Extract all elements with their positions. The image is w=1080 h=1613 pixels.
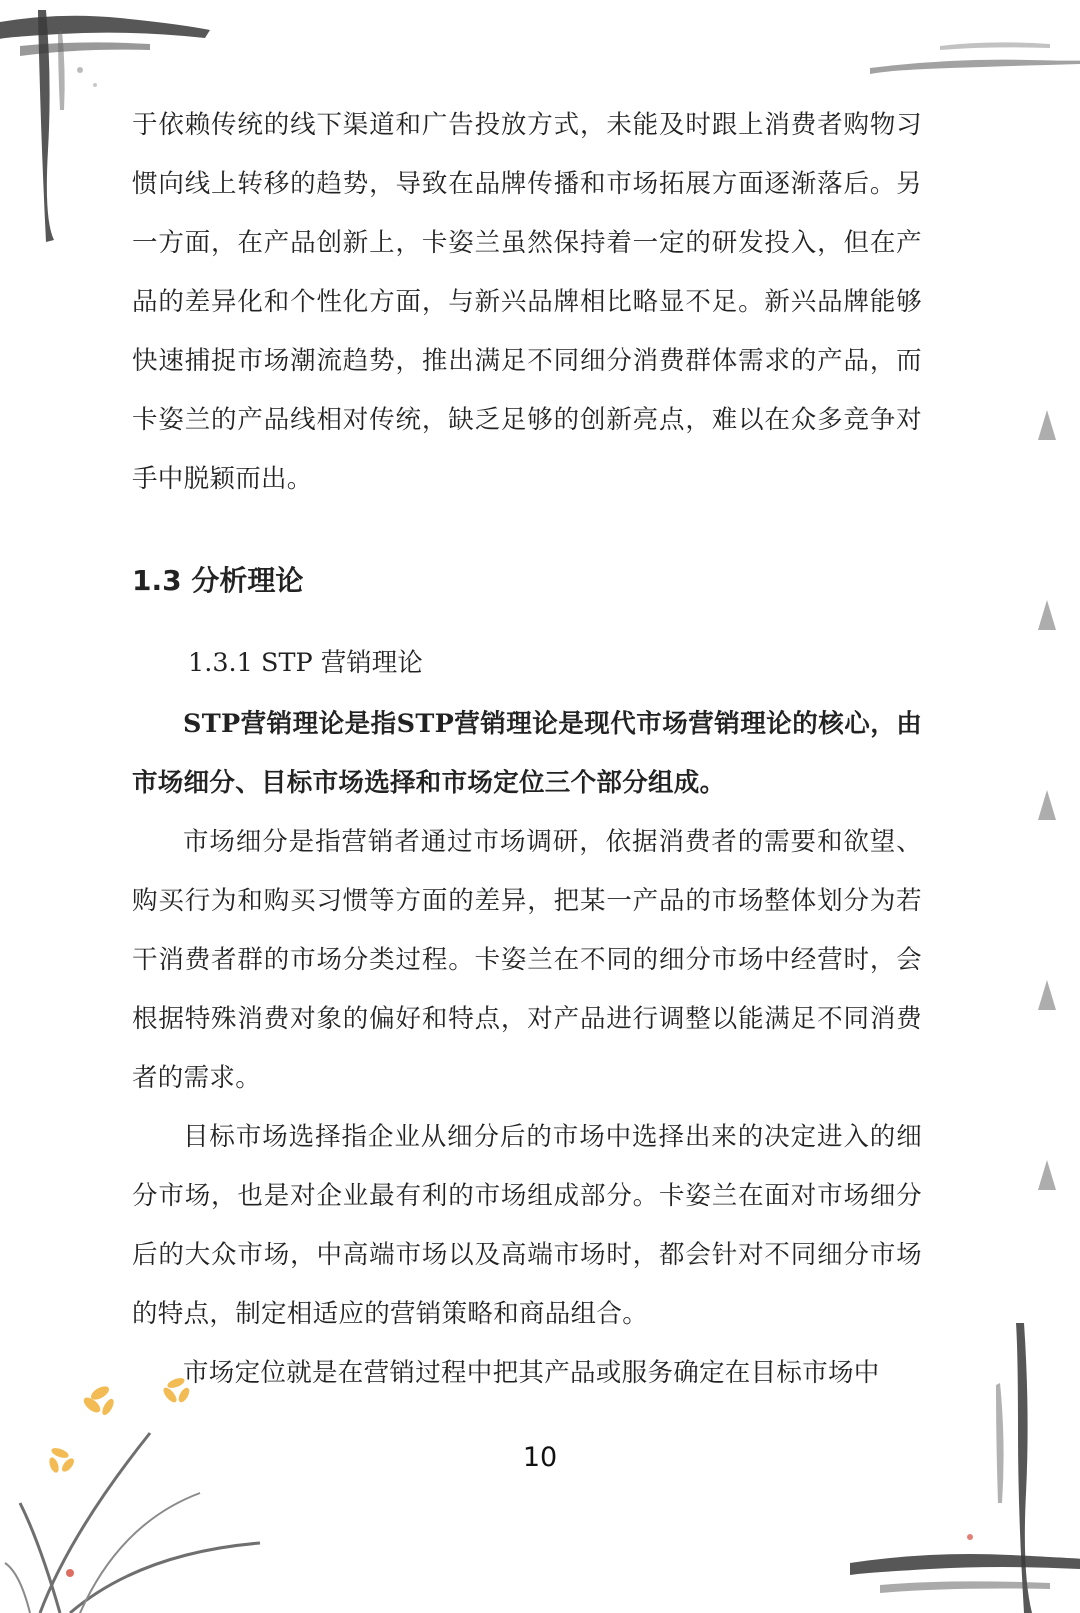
orchid-flower-icon	[0, 1373, 270, 1613]
paragraph-stp-definition: STP营销理论是指STP营销理论是现代市场营销理论的核心，由市场细分、目标市场选择和市场定位三个部分组成。	[132, 709, 922, 798]
paragraph-target-market: 目标市场选择指企业从细分后的市场中选择出来的决定进入的细分市场，也是对企业最有利的市场组成部分。卡姿兰在面对市场细分后的大众市场，中高端市场以及高端市场时，都会针对不同细分市场的特点，制定相适应的营销策略和商品组合。	[132, 1122, 922, 1329]
subsection-heading: 1.3.1 STP 营销理论	[188, 648, 423, 678]
paragraph-market-positioning: 市场定位就是在营销过程中把其产品或服务确定在目标市场中	[183, 1358, 880, 1388]
ink-triangle-marks-icon	[1032, 400, 1062, 1200]
paragraph-brand-channel: 于依赖传统的线下渠道和广告投放方式，未能及时跟上消费者购物习惯向线上转移的趋势，导致在品牌传播和市场拓展方面逐渐落后。另一方面，在产品创新上，卡姿兰虽然保持着一定的研发投入，但在产品的差异化和个性化方面，与新兴品牌相比略显不足。新兴品牌能够快速捕捉市场潮流趋势，推出满足不同细分消费群体需求的产品，而卡姿兰的产品线相对传统，缺乏足够的创新亮点，难以在众多竞争对手中脱颖而出。	[132, 110, 922, 494]
paragraph-market-segmentation: 市场细分是指营销者通过市场调研，依据消费者的需要和欲望、购买行为和购买习惯等方面的差异，把某一产品的市场整体划分为若干消费者群的市场分类过程。卡姿兰在不同的细分市场中经营时，会根据特殊消费对象的偏好和特点，对产品进行调整以能满足不同消费者的需求。	[132, 827, 922, 1093]
section-heading: 1.3 分析理论	[132, 564, 304, 597]
ink-brush-top-right-icon	[850, 30, 1080, 90]
page-number: 10	[522, 1442, 558, 1473]
document-body	[132, 96, 922, 1403]
